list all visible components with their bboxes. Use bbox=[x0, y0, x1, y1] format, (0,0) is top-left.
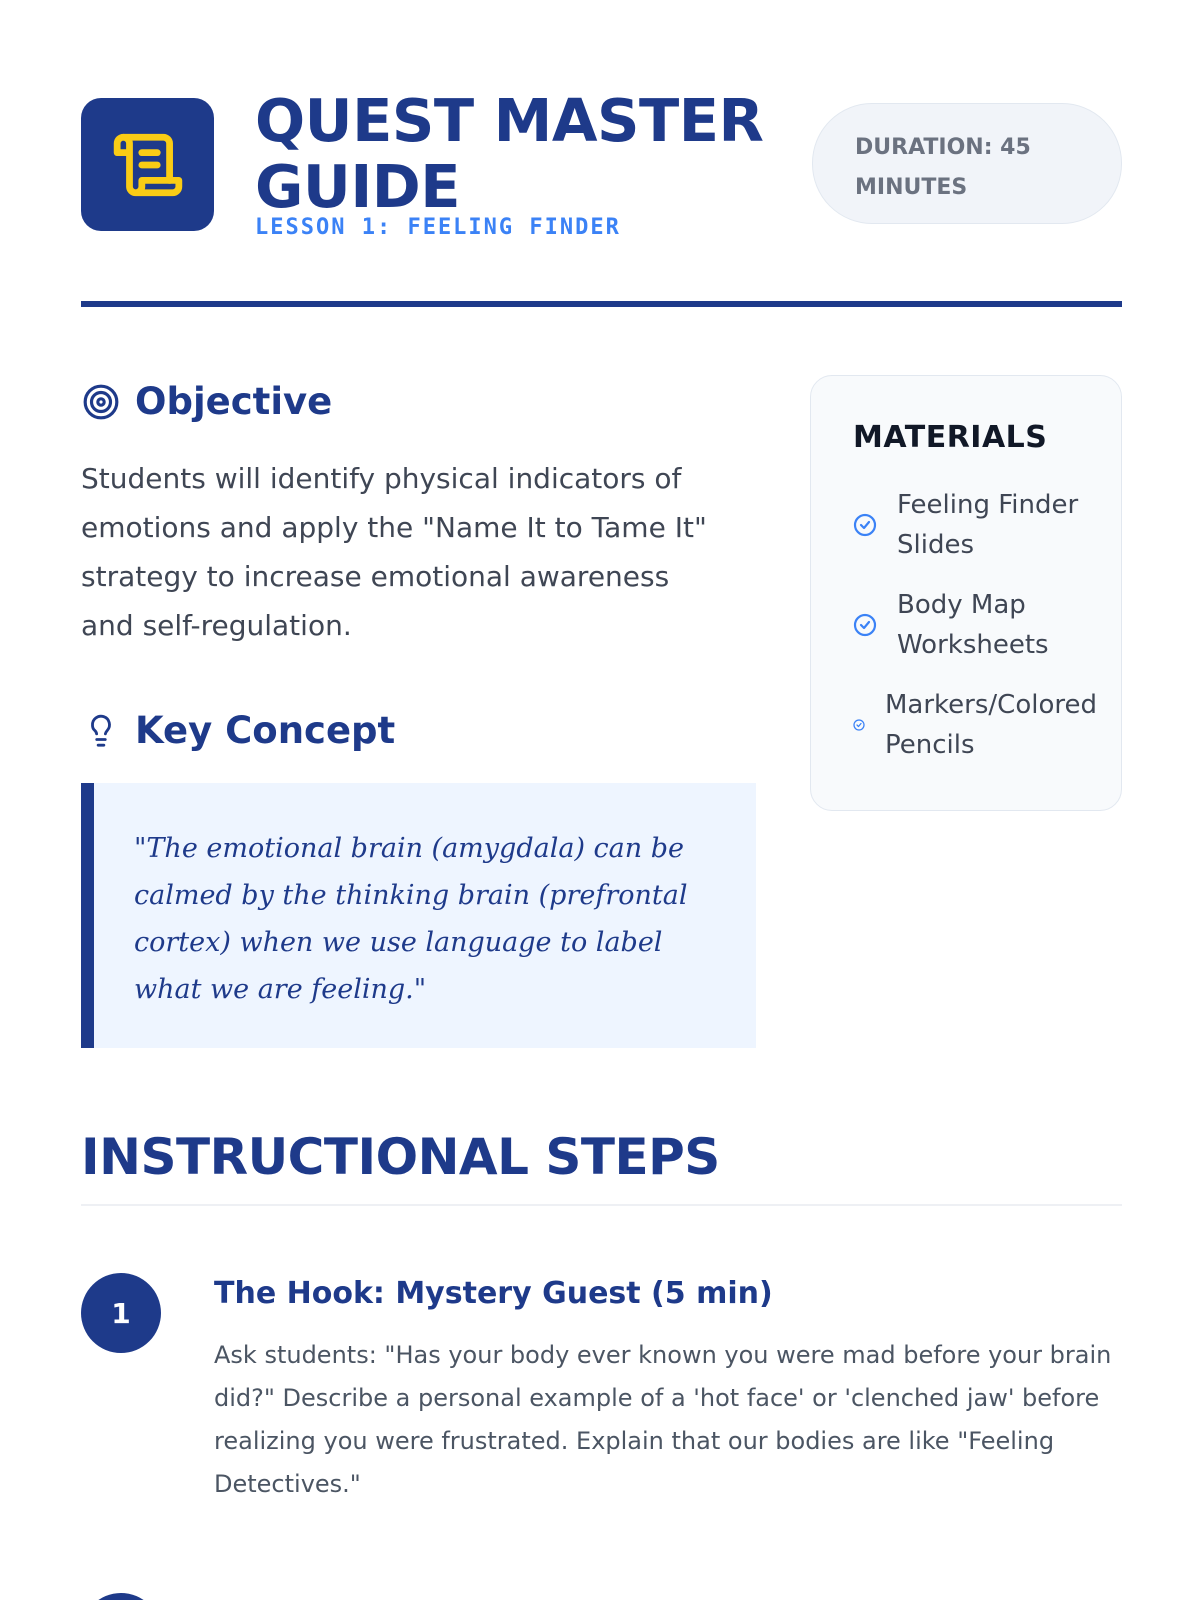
step-text: Ask students: "Has your body ever known you were mad before your brain did?" Describe a personal example of a 'hot face' or 'clenched jaw' before realizing you were frustrated. Explain that our bodies are like "Feeling Detectives." bbox=[214, 1341, 1112, 1498]
lesson-subtitle: LESSON 1: FEELING FINDER bbox=[255, 215, 621, 240]
material-label: Body Map Worksheets bbox=[897, 590, 1049, 660]
key-concept-heading bbox=[81, 709, 395, 752]
list-item bbox=[853, 585, 1101, 665]
page-title: QUEST MASTER GUIDE bbox=[255, 86, 764, 221]
lightbulb-icon bbox=[81, 711, 121, 751]
steps-divider bbox=[81, 1204, 1122, 1206]
steps-heading: INSTRUCTIONAL STEPS bbox=[81, 1128, 720, 1186]
logo bbox=[81, 98, 214, 231]
step-title: The Hook: Mystery Guest (5 min) bbox=[214, 1276, 773, 1311]
list-item bbox=[853, 485, 1101, 565]
guide-header bbox=[81, 88, 1122, 258]
scroll-icon bbox=[111, 128, 185, 202]
key-concept-title: Key Concept bbox=[135, 709, 396, 752]
materials-card bbox=[810, 375, 1122, 811]
material-label: Markers/Colored Pencils bbox=[885, 690, 1097, 760]
objective-text: Students will identify physical indicators of emotions and apply the "Name It to Tame It" strategy to increase emotional awareness and self-regulation. bbox=[81, 462, 707, 642]
check-circle-icon bbox=[853, 719, 865, 731]
step-number-badge: 1 bbox=[81, 1273, 161, 1353]
step-number-badge bbox=[81, 1593, 161, 1600]
target-icon bbox=[81, 382, 121, 422]
key-concept-quote bbox=[81, 783, 756, 1048]
materials-title: MATERIALS bbox=[853, 420, 1048, 455]
list-item bbox=[853, 685, 1101, 765]
material-label: Feeling Finder Slides bbox=[897, 490, 1079, 560]
quote-text: "The emotional brain (amygdala) can be calmed by the thinking brain (prefrontal cortex) when we use language to label what we are feeling." bbox=[134, 833, 688, 1005]
duration-badge: DURATION: 45 MINUTES bbox=[812, 103, 1122, 224]
check-circle-icon bbox=[853, 513, 877, 537]
header-divider bbox=[81, 301, 1122, 307]
objective-heading bbox=[81, 380, 332, 423]
check-circle-icon bbox=[853, 613, 877, 637]
objective-title: Objective bbox=[135, 380, 333, 423]
